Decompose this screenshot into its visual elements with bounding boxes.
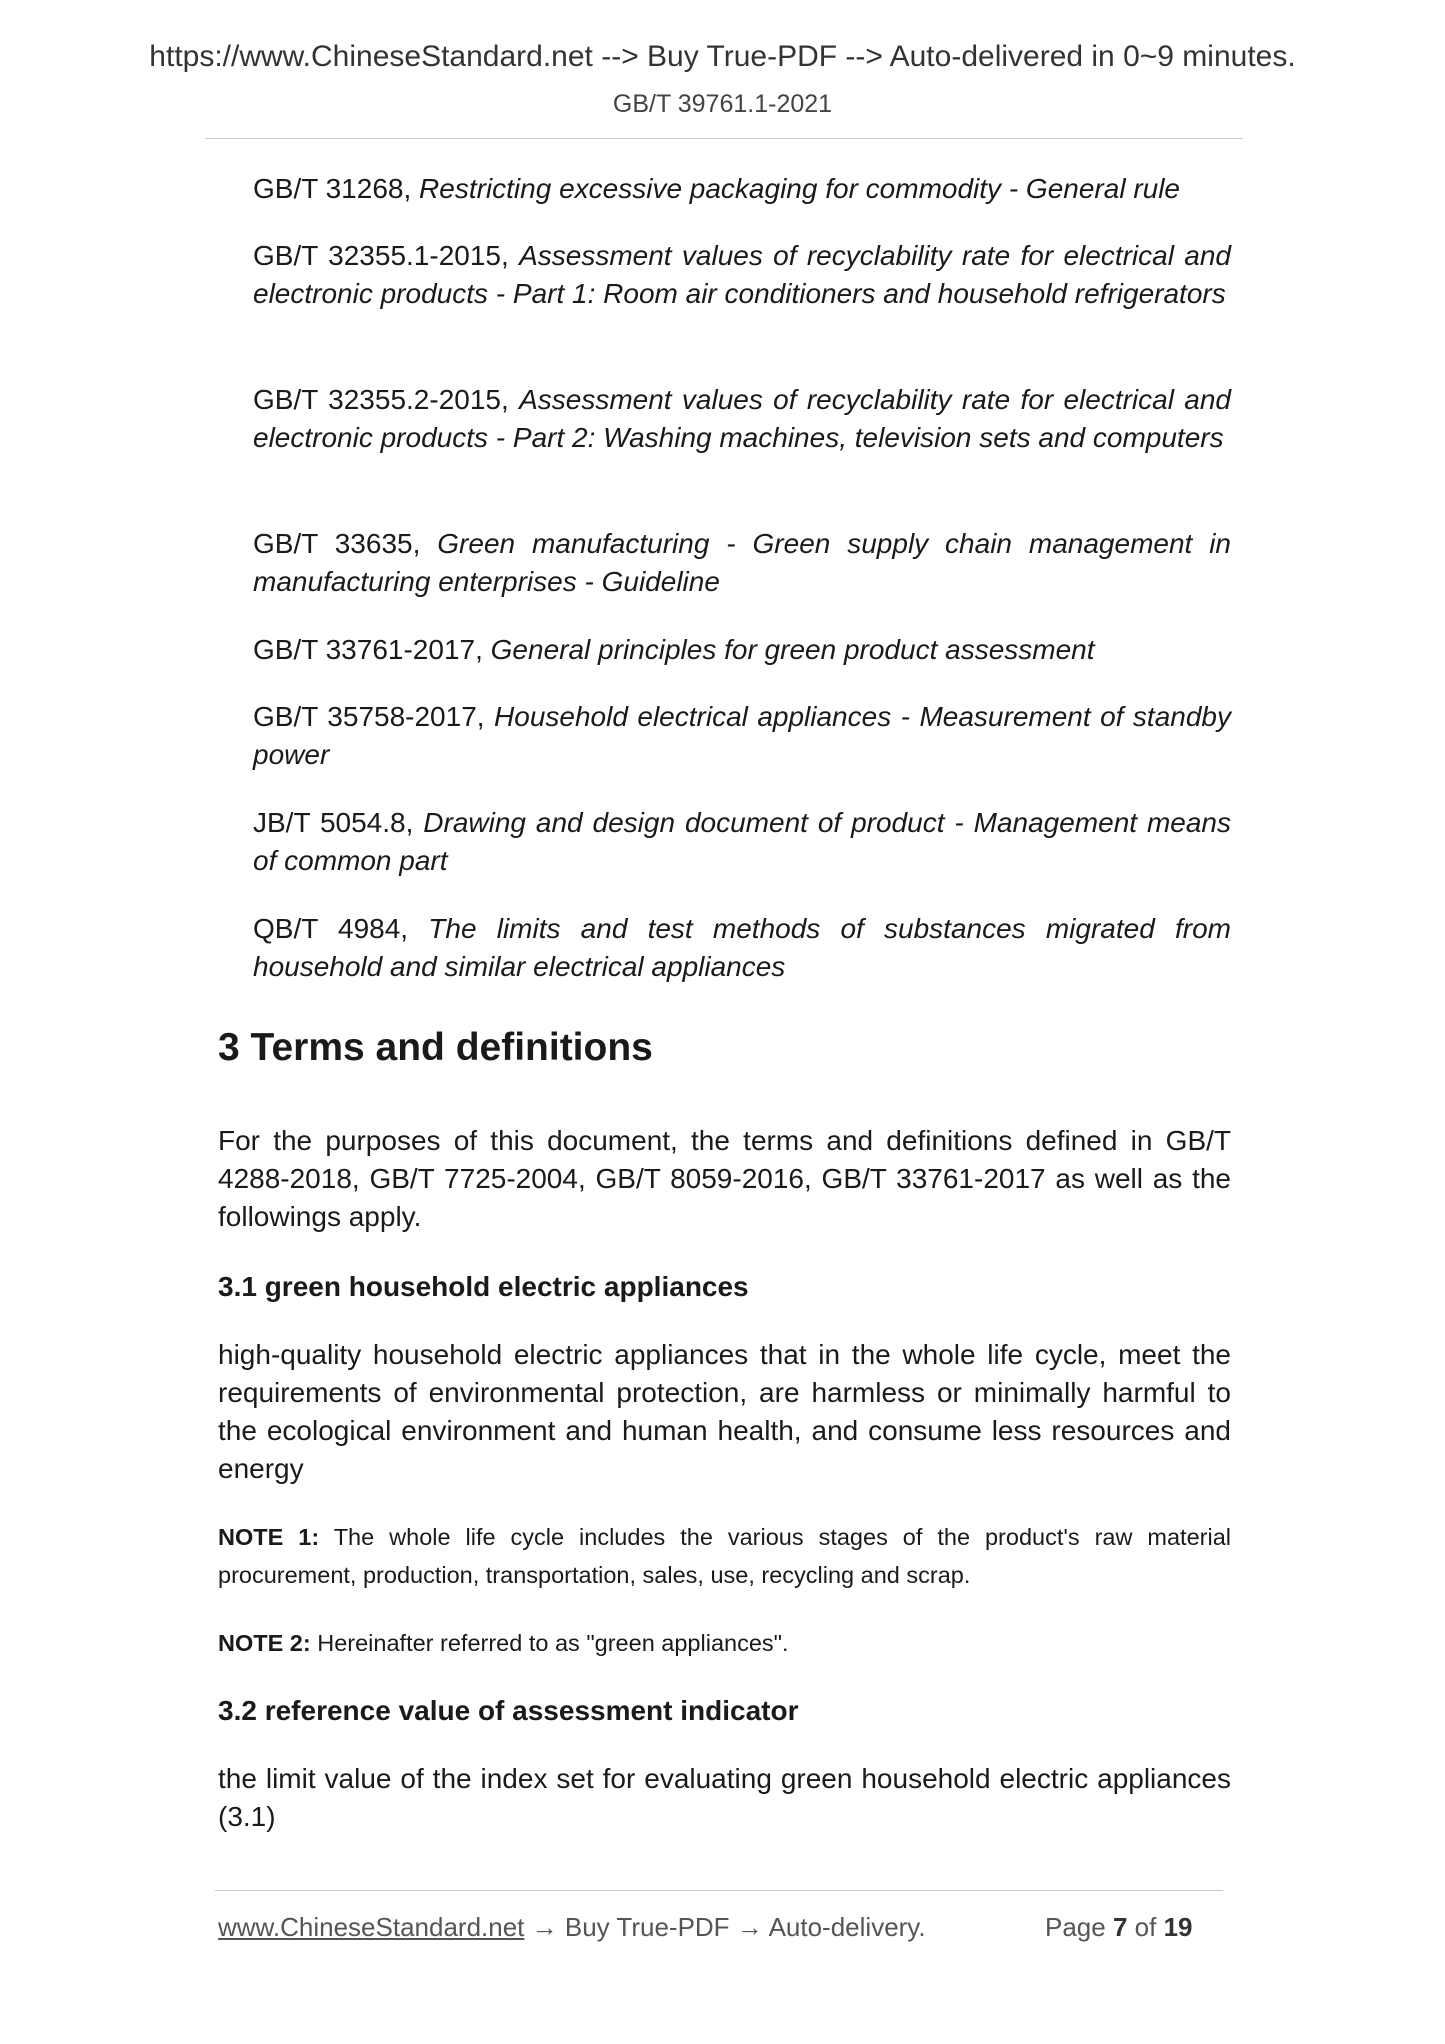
note-2 — [218, 1624, 1231, 1662]
reference-code: GB/T 35758-2017, — [253, 701, 495, 732]
header-divider — [205, 138, 1243, 139]
footer-divider — [215, 1890, 1223, 1891]
reference-title: Assessment values of recyclability rate for electrical and electronic products - Part 2: Washing machines, television sets and computers — [253, 384, 1231, 453]
header-url-line: https://www.ChineseStandard.net --> Buy True-PDF --> Auto-delivered in 0~9 minutes. — [149, 40, 1296, 73]
reference-code: GB/T 33761-2017, — [253, 634, 491, 665]
total-pages: 19 — [1163, 1912, 1193, 1942]
reference-title: General principles for green product assessment — [490, 634, 1095, 665]
reference-item — [253, 698, 1231, 774]
reference-code: GB/T 33635, — [253, 528, 438, 559]
footer-tagline: → Buy True-PDF → Auto-delivery. — [524, 1912, 926, 1942]
term-definition: high-quality household electric appliances that in the whole life cycle, meet the requirements of environmental protection, are harmless or minimally harmful to the ecological environment and human health, and consume less resources and energy — [218, 1339, 1231, 1484]
reference-code: GB/T 32355.1-2015, — [253, 240, 520, 271]
reference-title: Assessment values of recyclability rate for electrical and electronic products - Part 1: Room air conditioners and household refrigerators — [253, 240, 1231, 309]
note-label: NOTE 1: — [218, 1524, 320, 1550]
reference-title: Green manufacturing - Green supply chain management in manufacturing enterprises - Guideline — [253, 528, 1231, 597]
reference-title: Drawing and design document of product - Management means of common part — [253, 807, 1232, 876]
note-text: Hereinafter referred to as "green appliances". — [310, 1630, 789, 1656]
header-standard-code: GB/T 39761.1-2021 — [612, 90, 833, 118]
reference-item — [253, 237, 1231, 313]
note-label: NOTE 2: — [218, 1630, 311, 1656]
note-1 — [218, 1518, 1231, 1594]
section-heading: 3 Terms and definitions — [218, 1026, 653, 1069]
reference-item — [253, 170, 1231, 208]
reference-code: QB/T 4984, — [253, 913, 429, 944]
page-number: 7 — [1112, 1912, 1128, 1942]
note-text: The whole life cycle includes the various stages of the product's raw material procurement, production, transportation, sales, use, recycling and scrap. — [218, 1524, 1231, 1588]
term-heading: 3.2 reference value of assessment indicator — [218, 1695, 799, 1726]
reference-title: Restricting excessive packaging for commodity - General rule — [419, 173, 1181, 204]
page-indicator — [1045, 1912, 1192, 1943]
reference-title: The limits and test methods of substances migrated from household and similar electrical appliances — [253, 913, 1231, 982]
reference-code: GB/T 32355.2-2015, — [253, 384, 520, 415]
section-intro: For the purposes of this document, the terms and definitions defined in GB/T 4288-2018, GB/T 7725-2004, GB/T 8059-2016, GB/T 33761-2017 as well as the followings apply. — [218, 1125, 1231, 1232]
of-label: of — [1127, 1912, 1164, 1942]
reference-item — [253, 525, 1231, 601]
reference-item — [253, 381, 1231, 457]
reference-code: GB/T 31268, — [253, 173, 420, 204]
page-label: Page — [1045, 1912, 1113, 1942]
reference-item — [253, 631, 1231, 669]
reference-item — [253, 804, 1231, 880]
reference-title: Household electrical appliances - Measurement of standby power — [253, 701, 1231, 770]
footer-left — [218, 1912, 926, 1943]
term-definition: the limit value of the index set for evaluating green household electric appliances (3.1) — [218, 1763, 1231, 1832]
reference-item — [253, 910, 1231, 986]
reference-code: JB/T 5054.8, — [253, 807, 424, 838]
term-heading: 3.1 green household electric appliances — [218, 1271, 749, 1302]
footer-site-link[interactable]: www.ChineseStandard.net — [218, 1912, 525, 1942]
